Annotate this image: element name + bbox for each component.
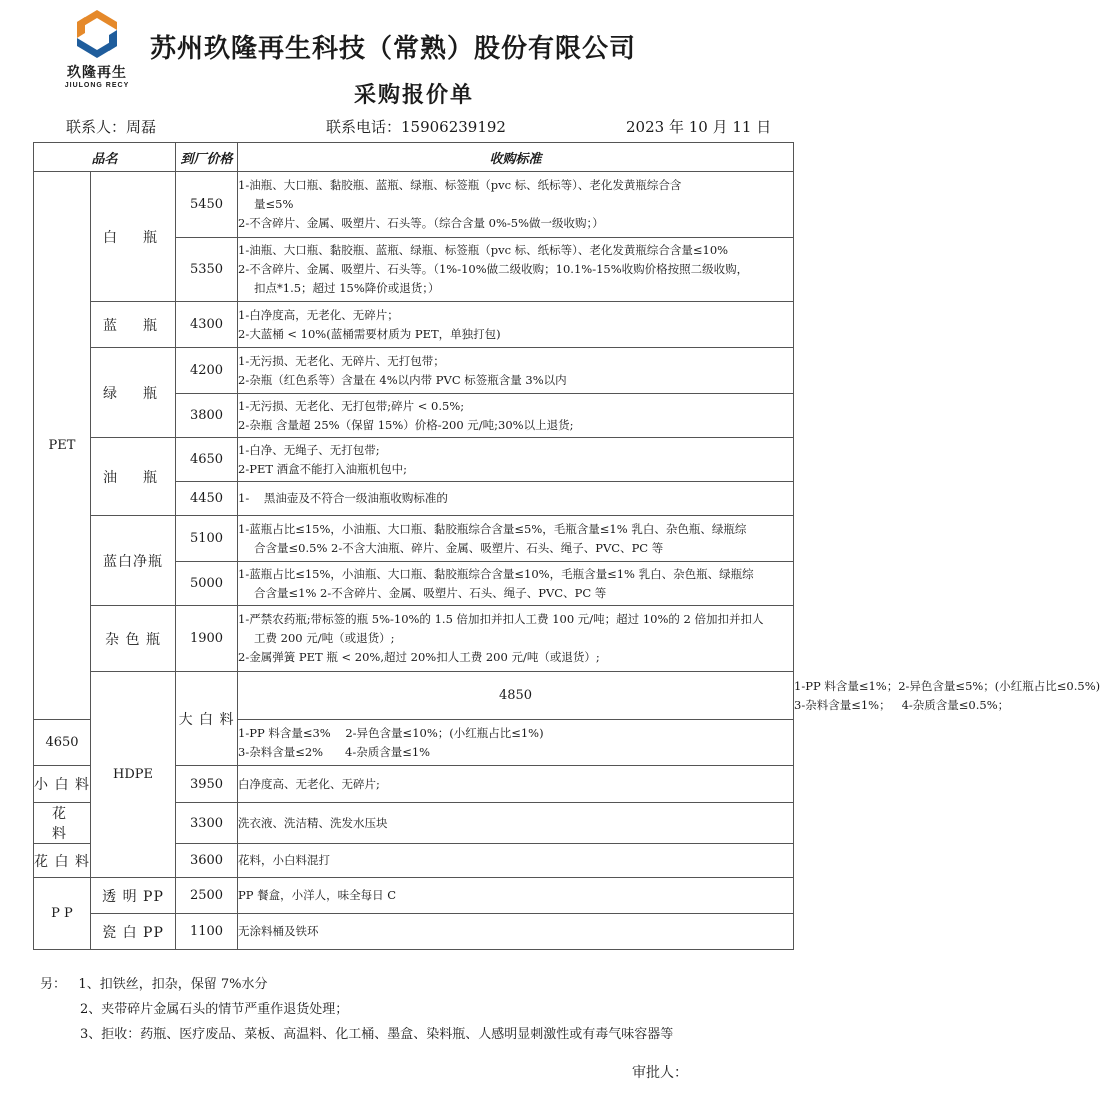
standard-cell: 无涂料桶及铁环 [238, 914, 794, 950]
subcategory: 花 白 料 [34, 844, 91, 878]
price-cell: 5350 [176, 238, 238, 302]
header-price: 到厂价格 [176, 143, 238, 172]
table-row [34, 438, 794, 482]
standard-cell: 1-严禁农药瓶;带标签的瓶 5%-10%的 1.5 倍加扣并扣人工费 100 元/吨；超过 10%的 2 倍加扣并扣人 工费 200 元/吨（或退货）; 2-金属弹簧 PET 瓶 < 20%,超过 20%扣人工费 200 元/吨（或退货）; [238, 606, 794, 672]
price-cell: 3600 [176, 844, 238, 878]
company-name: 苏州玖隆再生科技（常熟）股份有限公司 [150, 34, 637, 64]
price-cell: 4850 [238, 672, 794, 720]
note-item: 3、拒收：药瓶、医疗废品、菜板、高温料、化工桶、墨盒、染料瓶、人感明显刺激性或有毒气味容器等 [80, 1027, 674, 1042]
contact-person: 联系人：周磊 [66, 118, 157, 136]
standard-cell: 1-蓝瓶占比≤15%，小油瓶、大口瓶、黏胶瓶综合含量≤10%，毛瓶含量≤1% 乳白、杂色瓶、绿瓶综 合含量≤1% 2-不含碎片、金属、吸塑片、石头、绳子、PVC、PC 等 [238, 562, 794, 606]
price-cell: 3800 [176, 394, 238, 438]
subcategory: 瓷 白 PP [91, 914, 176, 950]
notes-label: 另： [40, 977, 67, 992]
subcategory: 绿 瓶 [91, 348, 176, 438]
standard-cell: 白净度高、无老化、无碎片; [238, 766, 794, 803]
price-cell: 4450 [176, 482, 238, 516]
table-row [34, 516, 794, 562]
subcategory: 蓝白净瓶 [91, 516, 176, 606]
table-row [34, 878, 794, 914]
header-standard: 收购标准 [238, 143, 794, 172]
table-row [34, 606, 794, 672]
table-row [34, 914, 794, 950]
standard-cell: 1-蓝瓶占比≤15%，小油瓶、大口瓶、黏胶瓶综合含量≤5%，毛瓶含量≤1% 乳白、杂色瓶、绿瓶综 合含量≤0.5% 2-不含大油瓶、碎片、金属、吸塑片、石头、绳子、PVC、PC 等 [238, 516, 794, 562]
subcategory: 油 瓶 [91, 438, 176, 516]
standard-cell: 1-无污损、无老化、无打包带;碎片 < 0.5%; 2-杂瓶 含量超 25%（保留 15%）价格-200 元/吨;30%以上退货; [238, 394, 794, 438]
subcategory: 杂 色 瓶 [91, 606, 176, 672]
table-row [34, 172, 794, 238]
document-title: 采购报价单 [353, 82, 474, 108]
price-cell: 1100 [176, 914, 238, 950]
category-pp: P P [34, 878, 91, 950]
table-row [34, 302, 794, 348]
subcategory: 大 白 料 [176, 672, 238, 766]
standard-cell: 1-PP 料含量≤3% 2-异色含量≤10%；(小红瓶占比≤1%) 3-杂料含量≤2% 4-杂质含量≤1% [238, 720, 794, 766]
standard-cell: 1-油瓶、大口瓶、黏胶瓶、蓝瓶、绿瓶、标签瓶（pvc 标、纸标等）、老化发黄瓶综合含 量≤5% 2-不含碎片、金属、吸塑片、石头等。（综合含量 0%-5%做一级收购；） [238, 172, 794, 238]
subcategory: 透 明 PP [91, 878, 176, 914]
notes-section [40, 972, 673, 1047]
standard-cell: 洗衣液、洗洁精、洗发水压块 [238, 803, 794, 844]
logo-emblem-icon [71, 8, 123, 60]
header-item: 品名 [34, 143, 176, 172]
price-cell: 5100 [176, 516, 238, 562]
subcategory: 花 料 [34, 803, 91, 844]
standard-cell: 1-白净度高，无老化、无碎片； 2-大蓝桶 < 10%(蓝桶需要材质为 PET，单独打包) [238, 302, 794, 348]
approver-label: 审批人： [632, 1065, 688, 1081]
price-cell: 4650 [176, 438, 238, 482]
standard-cell: PP 餐盒，小洋人，味全每日 C [238, 878, 794, 914]
logo-english-name: JIULONG RECY [64, 82, 130, 89]
price-cell: 4200 [176, 348, 238, 394]
standard-cell: 1-白净、无绳子、无打包带; 2-PET 酒盒不能打入油瓶机包中; [238, 438, 794, 482]
note-item: 另： 1、扣铁丝，扣杂，保留 7%水分 [40, 977, 268, 992]
category-pet: PET [34, 172, 91, 720]
price-cell: 4300 [176, 302, 238, 348]
quote-date: 2023 年 10 月 11 日 [626, 118, 772, 136]
table-row [34, 348, 794, 394]
category-hdpe: HDPE [91, 672, 176, 878]
price-cell: 5450 [176, 172, 238, 238]
subcategory: 白 瓶 [91, 172, 176, 302]
price-cell: 4650 [34, 720, 91, 766]
table-header-row [34, 143, 794, 172]
subcategory: 小 白 料 [34, 766, 91, 803]
price-cell: 3300 [176, 803, 238, 844]
note-item: 2、夹带碎片金属石头的情节严重作退货处理； [80, 1002, 349, 1017]
standard-cell: 1-无污损、无老化、无碎片、无打包带； 2-杂瓶（红色系等）含量在 4%以内带 PVC 标签瓶含量 3%以内 [238, 348, 794, 394]
standard-cell: 1-油瓶、大口瓶、黏胶瓶、蓝瓶、绿瓶、标签瓶（pvc 标、纸标等）、老化发黄瓶综合含量≤10% 2-不含碎片、金属、吸塑片、石头等。（1%-10%做二级收购；10.1%-15%收购价格按照二级收购， 扣点*1.5；超过 15%降价或退货；） [238, 238, 794, 302]
contact-phone: 联系电话：15906239192 [326, 118, 506, 136]
price-table [33, 142, 1100, 950]
standard-cell: 1- 黑油壶及不符合一级油瓶收购标准的 [238, 482, 794, 516]
price-cell: 1900 [176, 606, 238, 672]
logo-chinese-name: 玖隆再生 [67, 65, 127, 81]
price-cell: 2500 [176, 878, 238, 914]
subcategory: 蓝 瓶 [91, 302, 176, 348]
price-cell: 3950 [176, 766, 238, 803]
table-row: HDPE 大 白 料 4850 1-PP 料含量≤1%；2-异色含量≤5%；(小红瓶占比≤0.5%) 3-杂料含量≤1%； 4-杂质含量≤0.5%； [34, 672, 794, 720]
price-cell: 5000 [176, 562, 238, 606]
standard-cell: 花料，小白料混打 [238, 844, 794, 878]
